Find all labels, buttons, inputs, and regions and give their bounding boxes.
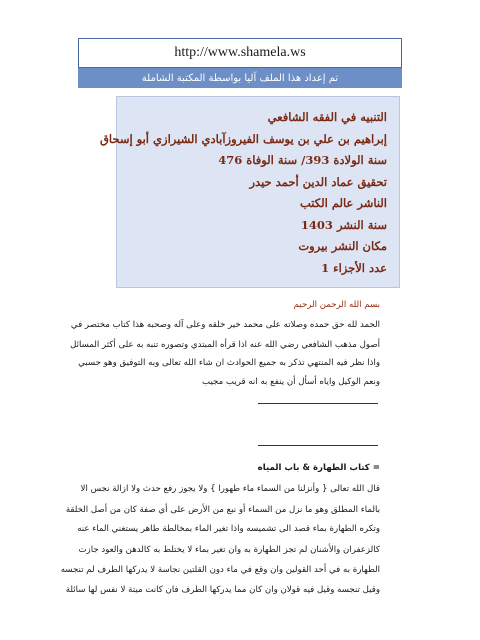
intro-line: الحمد لله حق حمده وصلاته على محمد خير خلقه وعلى آله وصحبه هذا كتاب مختصر في [70, 320, 380, 330]
source-banner: تم إعداد هذا الملف آليا بواسطة المكتبة الشاملة [78, 68, 402, 88]
chapter-line: الطهارة به في أحد القولين وان وقع في ماء دون القلتين نجاسة لا يدركها الطرف لم تنجسه [60, 565, 380, 575]
chapter-line: وتكره الطهارة بماء قصد الى تشميسه واذا تغير الماء بمخالطة طاهر يستغني الماء عنه [77, 524, 380, 534]
publication-year: سنة النشر 1403 [300, 217, 387, 232]
intro-line: ونعم الوكيل واياه أسأل أن ينفع به انه قريب مجيب [202, 377, 380, 387]
chapter-line: قال الله تعالى { وأنزلنا من السماء ماء طهورا } ولا يجوز رفع حدث ولا ازالة نجس الا [80, 484, 380, 494]
publication-place: مكان النشر بيروت [298, 239, 387, 253]
volume-count: عدد الأجزاء 1 [321, 260, 387, 275]
intro-line: أصول مذهب الشافعي رضي الله عنه اذا قرأه المبتدي وتصوره تنبه به على أكثر المسائل [70, 340, 380, 350]
site-url[interactable]: http://www.shamela.ws [78, 38, 402, 68]
basmala: بسم الله الرحمن الرحيم [293, 300, 380, 310]
chapter-line: بالماء المطلق وهو ما نزل من السماء أو نبع من الأرض على أي صفة كان من أصل الخلقة [65, 505, 380, 515]
chapter-line: وقيل تنجسه وقيل فيه قولان وان كان مما يدركها الطرف فان كانت ميتة لا نفس لها سائلة [65, 585, 380, 595]
book-publisher: الناشر عالم الكتب [300, 196, 387, 210]
book-author: إبراهيم بن علي بن يوسف الفيروزآبادي الشيرازي أبو إسحاق [99, 131, 387, 146]
chapter-line: كالزعفران والأشنان لم تجز الطهارة به وان تغير بماء لا يختلط به كالدهن والعود جازت [78, 545, 380, 555]
section-divider [258, 445, 378, 446]
author-dates: سنة الولادة 393/ سنة الوفاة 476 [218, 153, 387, 167]
book-title: التنبيه في الفقه الشافعي [267, 110, 387, 124]
intro-line: واذا نظر فيه المنتهي تذكر به جميع الحوادث ان شاء الله تعالى وبه التوفيق وهو حسبي [78, 358, 380, 368]
book-metadata-box [99, 96, 400, 288]
section-divider [258, 403, 378, 404]
book-editor: تحقيق عماد الدين أحمد حيدر [249, 174, 387, 189]
chapter-heading: = كتاب الطهارة & باب المياه [257, 463, 380, 473]
